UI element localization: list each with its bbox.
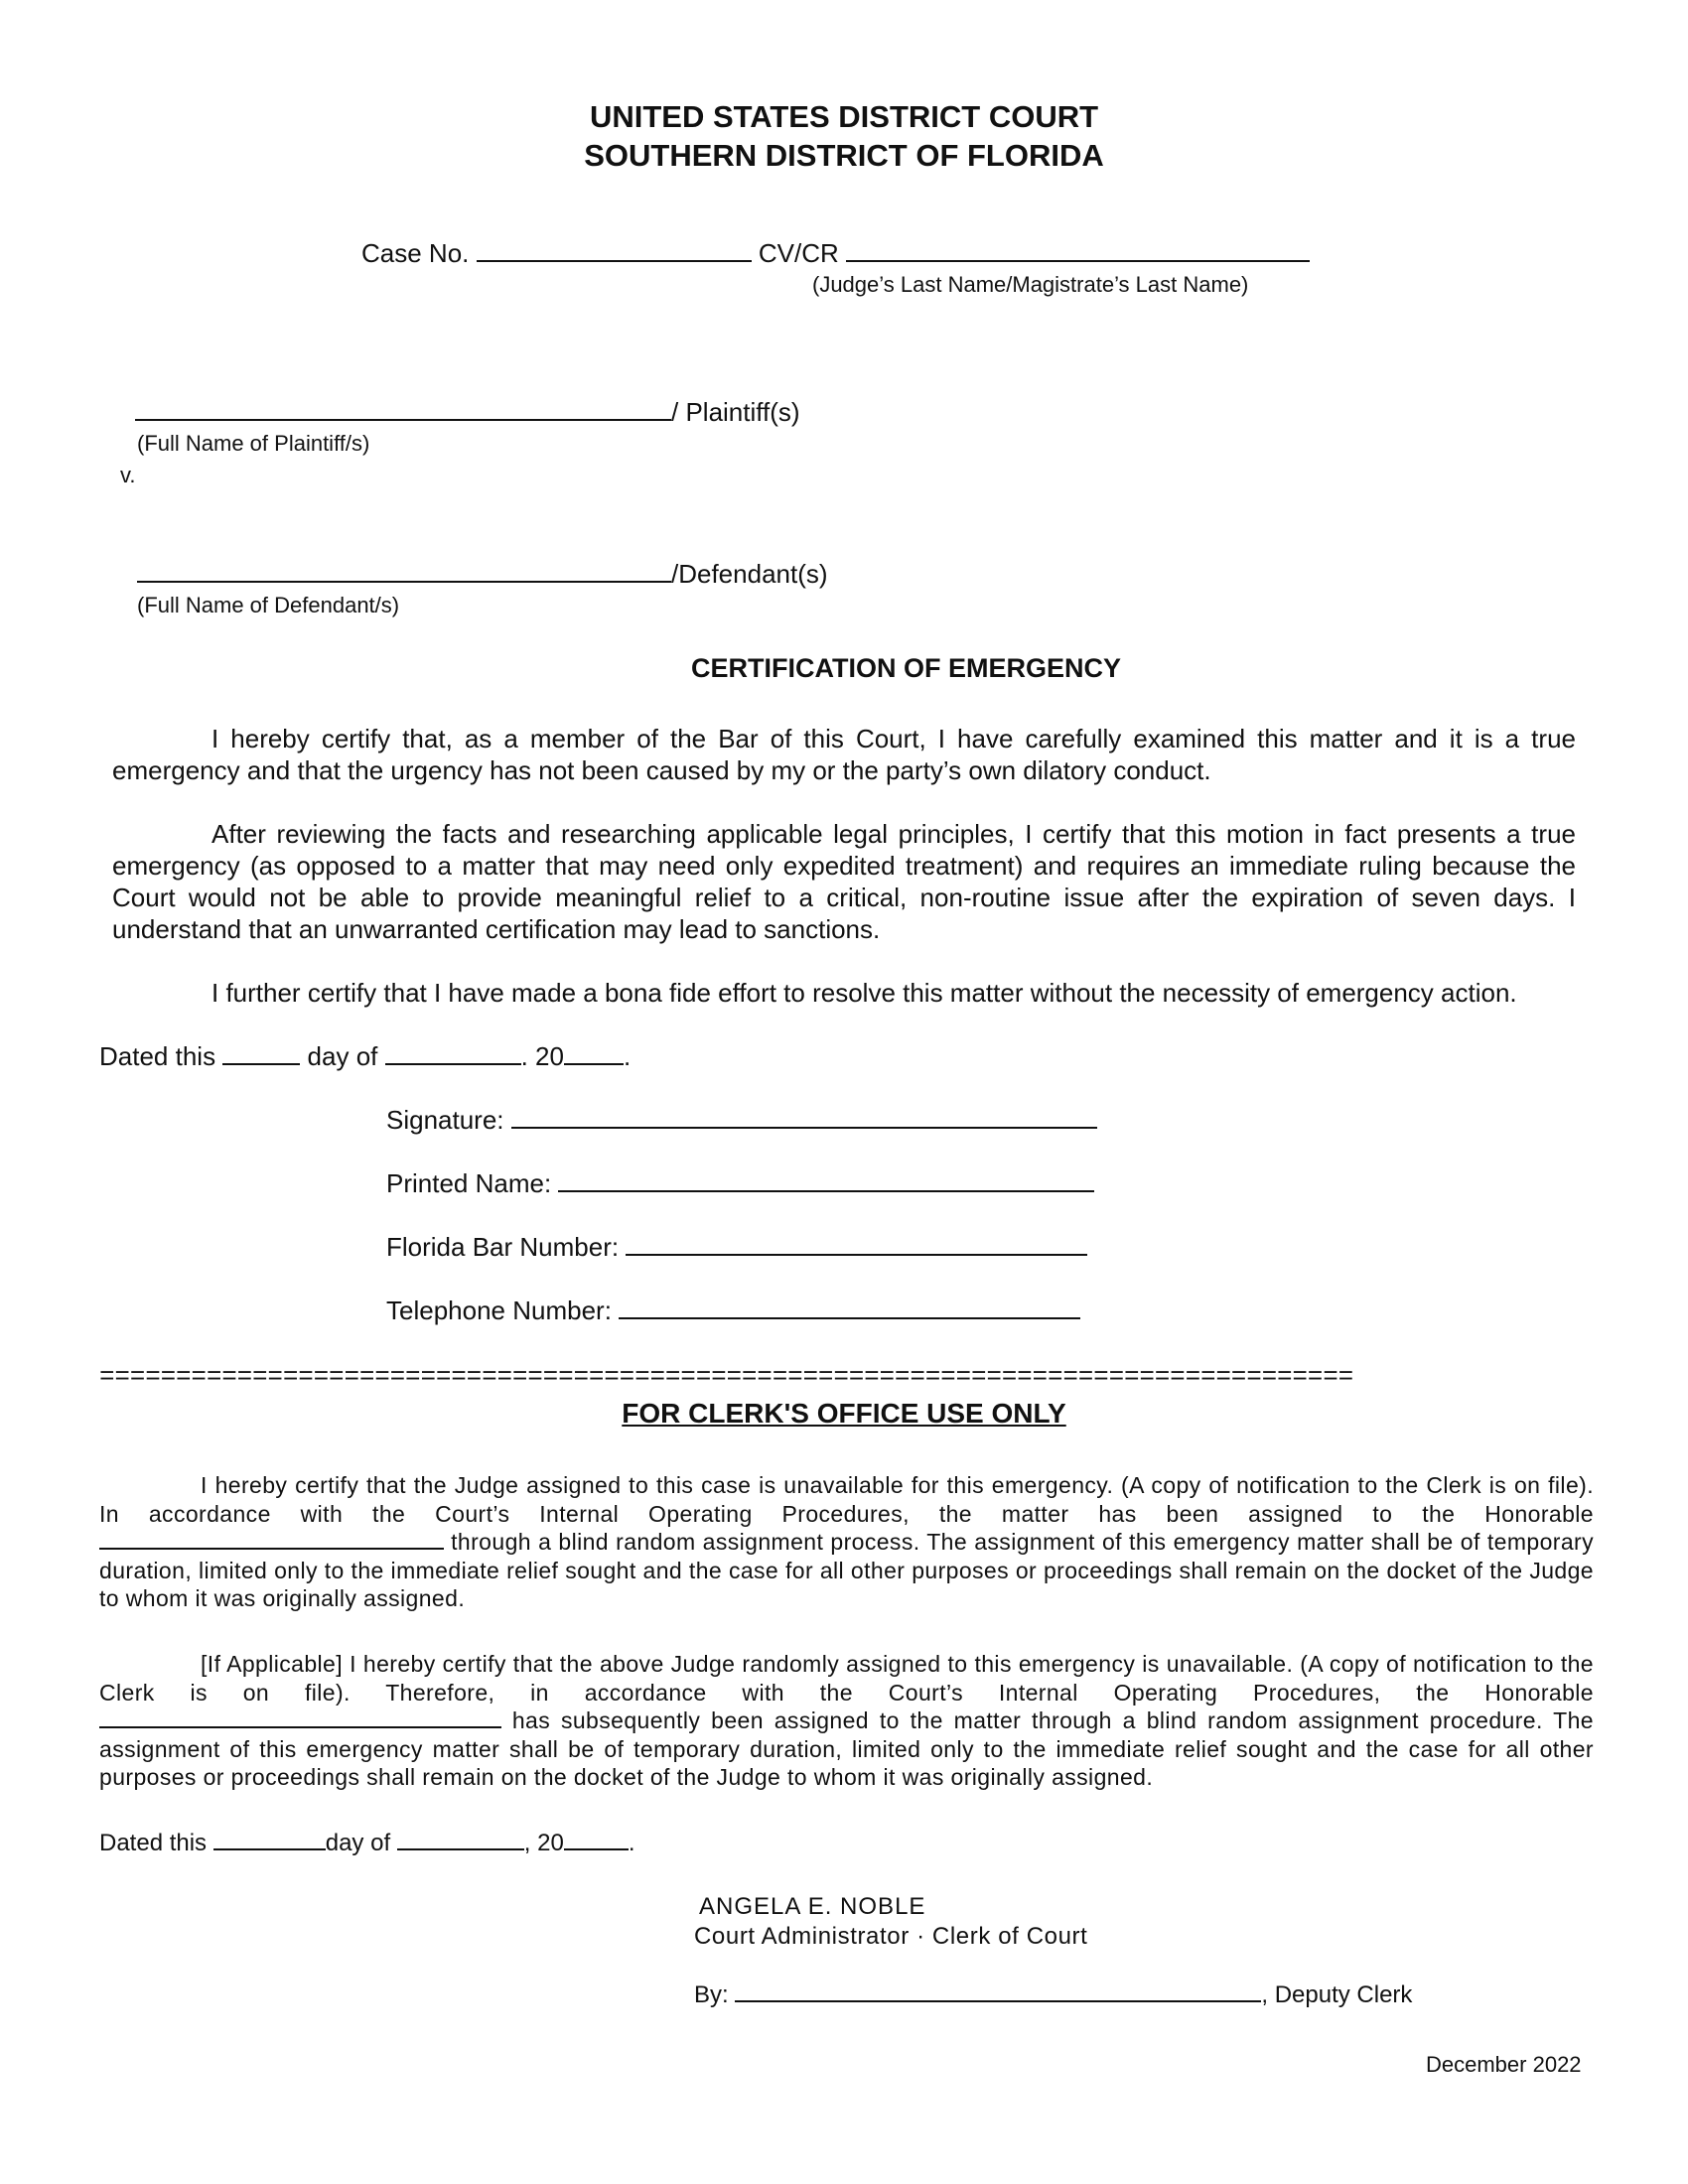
certification-paragraph-1 xyxy=(112,723,1576,786)
bar-number-label: Florida Bar Number: xyxy=(386,1232,620,1262)
month-field[interactable] xyxy=(385,1063,521,1065)
court-name: UNITED STATES DISTRICT COURT xyxy=(589,99,1099,134)
cvcr-label: CV/CR xyxy=(758,238,839,268)
defendant-name-field[interactable] xyxy=(137,581,671,583)
deputy-clerk-line xyxy=(694,1981,1412,2009)
case-number-field[interactable] xyxy=(477,260,752,262)
clerk-year-prefix: , 20 xyxy=(523,1830,564,1856)
certification-paragraph-3: I further certify that I have made a bona fide effort to resolve this matter without the necessity of emergency action. xyxy=(211,978,1517,1008)
clerk-dated-period: . xyxy=(628,1830,635,1856)
day-field[interactable] xyxy=(222,1063,300,1065)
versus-label: v. xyxy=(120,463,136,487)
printed-name-line xyxy=(386,1168,1094,1199)
case-no-label: Case No. xyxy=(361,238,470,268)
paragraph-2-text: After reviewing the facts and researching applicable legal principles, I certify that this motion in fact presents a true emergency (as opposed to a matter that may need only expedited treatment) and requires an immediate ruling because the Court would not be able to provide meaningful relief to a critical, non-routine issue after the expiration of seven days. I understand that an unwarranted certification may lead to sanctions. xyxy=(112,819,1576,944)
defendant-line xyxy=(137,559,828,590)
district-name: SOUTHERN DISTRICT OF FLORIDA xyxy=(584,138,1104,173)
telephone-line xyxy=(386,1296,1080,1326)
clerk-dated-this-label: Dated this xyxy=(99,1830,208,1856)
clerk-dated-line xyxy=(99,1830,635,1857)
clerk-paragraph-2 xyxy=(99,1650,1594,1792)
judge-name-hint: (Judge’s Last Name/Magistrate’s Last Name) xyxy=(812,272,1249,297)
attorney-dated-line xyxy=(99,1041,631,1072)
clerk-paragraph-1 xyxy=(99,1471,1594,1613)
clerk-paragraph-1-start: I hereby certify that the Judge assigned to this case is unavailable for this emergency. (A copy of notification to the Clerk is on file). In accordance with the Court’s Internal Operating Procedures, the matter has been assigned to the Honorable xyxy=(99,1472,1594,1527)
by-label: By: xyxy=(694,1981,729,2008)
separator-rule: ================================================================================== xyxy=(99,1362,1354,1392)
telephone-field[interactable] xyxy=(619,1317,1080,1319)
clerk-day-field[interactable] xyxy=(213,1848,326,1850)
printed-name-label: Printed Name: xyxy=(386,1168,552,1198)
clerk-paragraph-1-end: through a blind random assignment process. The assignment of this emergency matter shall be of temporary duration, limited only to the immediate relief sought and the case for all other purposes or proceedings shall remain on the docket of the Judge to whom it was originally assigned. xyxy=(99,1529,1595,1611)
clerk-month-field[interactable] xyxy=(397,1848,524,1850)
clerk-year-field[interactable] xyxy=(564,1848,629,1850)
clerk-name: ANGELA E. NOBLE xyxy=(699,1893,926,1920)
year-prefix: . 20 xyxy=(520,1041,564,1071)
telephone-label: Telephone Number: xyxy=(386,1296,612,1325)
bar-number-field[interactable] xyxy=(626,1254,1087,1256)
year-field[interactable] xyxy=(564,1063,624,1065)
bar-number-line xyxy=(386,1232,1087,1263)
clerk-section-title: FOR CLERK'S OFFICE USE ONLY xyxy=(622,1398,1066,1429)
day-of-label: day of xyxy=(307,1041,378,1071)
certification-title: CERTIFICATION OF EMERGENCY xyxy=(691,653,1122,683)
plaintiff-hint: (Full Name of Plaintiff/s) xyxy=(137,431,370,456)
deputy-clerk-suffix: , Deputy Clerk xyxy=(1261,1981,1413,2008)
defendant-hint: (Full Name of Defendant/s) xyxy=(137,593,400,617)
plaintiff-suffix: / Plaintiff(s) xyxy=(671,397,800,427)
case-number-line xyxy=(361,238,1310,269)
paragraph-1-text: I hereby certify that, as a member of the Bar of this Court, I have carefully examined this matter and it is a true emergency and that the urgency has not been caused by my or the party’s own dilatory conduct. xyxy=(112,724,1576,785)
printed-name-field[interactable] xyxy=(558,1190,1094,1192)
defendant-suffix: /Defendant(s) xyxy=(671,559,828,589)
revision-date: December 2022 xyxy=(1426,2052,1582,2077)
clerk-title: Court Administrator · Clerk of Court xyxy=(694,1923,1088,1950)
dated-this-label: Dated this xyxy=(99,1041,216,1071)
plaintiff-line xyxy=(135,397,800,428)
clerk-paragraph-2-end: has subsequently been assigned to the matter through a blind random assignment procedure. The assignment of this emergency matter shall be of temporary duration, limited only to the immediate relief sought and the case for all other purposes or proceedings shall remain on the docket of the Judge to whom it was originally assigned. xyxy=(99,1707,1594,1790)
judge-name-field[interactable] xyxy=(846,260,1310,262)
assigned-judge-field[interactable] xyxy=(99,1548,444,1550)
signature-line xyxy=(386,1105,1097,1136)
signature-field[interactable] xyxy=(511,1127,1097,1129)
clerk-paragraph-2-start: [If Applicable] I hereby certify that the above Judge randomly assigned to this emergency is unavailable. (A copy of notification to the Clerk is on file). Therefore, in accordance with the Court’s Internal Operating Procedures, the Honorable xyxy=(99,1651,1594,1706)
certification-paragraph-2 xyxy=(112,818,1576,945)
reassigned-judge-field[interactable] xyxy=(99,1726,501,1728)
plaintiff-name-field[interactable] xyxy=(135,419,671,421)
clerk-day-of-label: day of xyxy=(325,1830,391,1856)
signature-label: Signature: xyxy=(386,1105,504,1135)
dated-period: . xyxy=(623,1041,632,1071)
deputy-signature-field[interactable] xyxy=(735,2000,1261,2002)
